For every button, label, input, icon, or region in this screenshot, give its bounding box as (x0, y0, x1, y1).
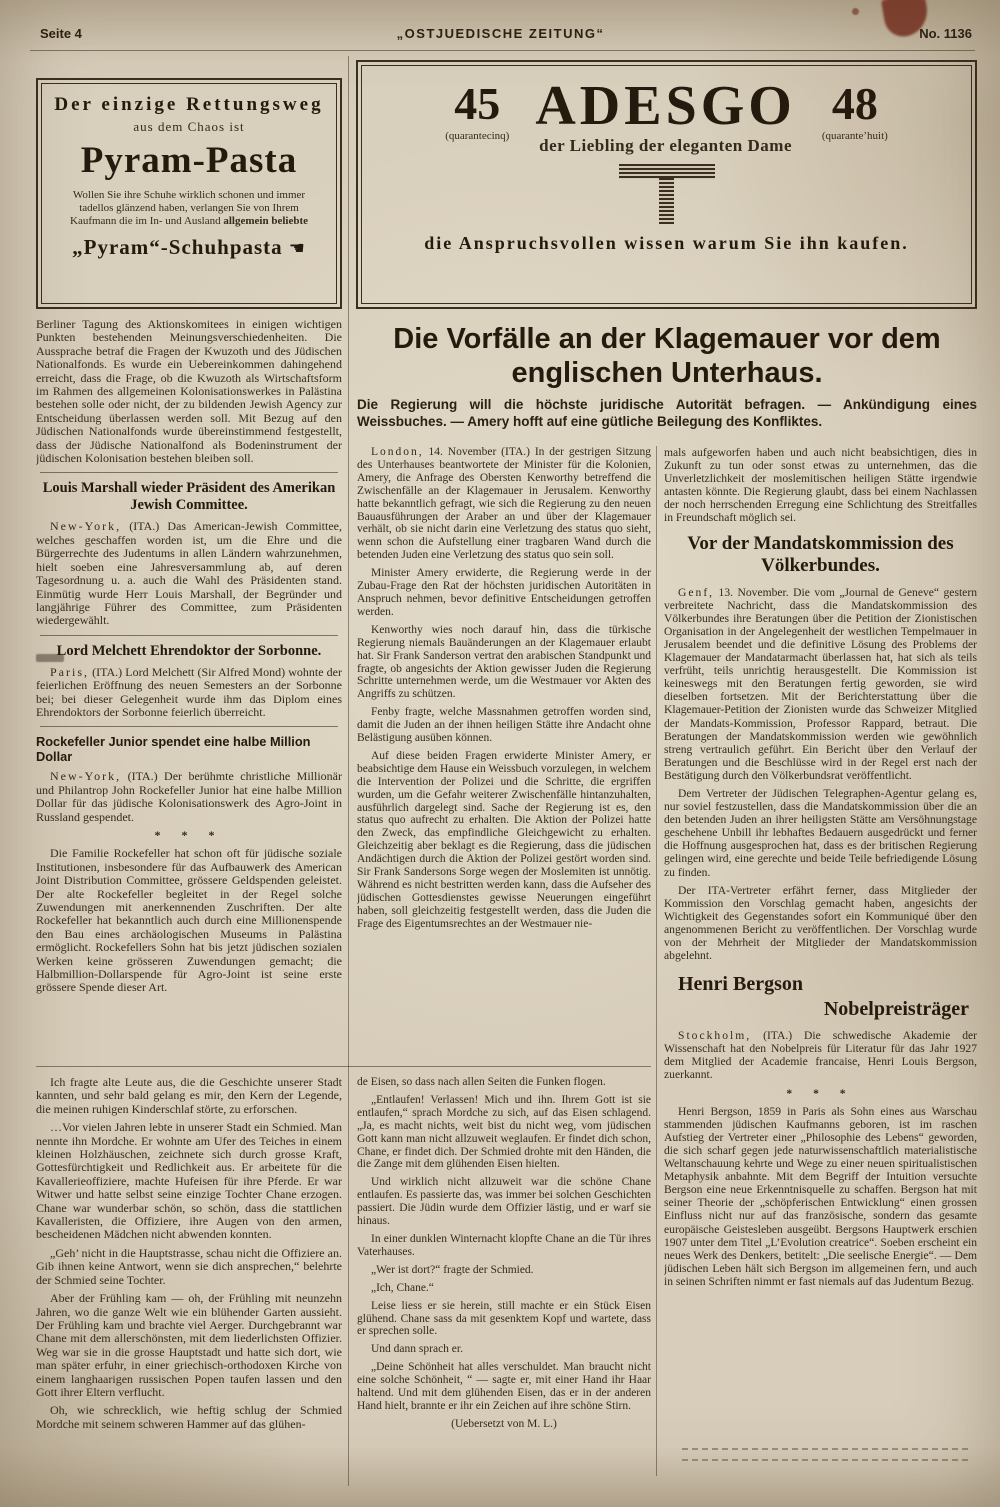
dateline-city: Paris, (50, 664, 89, 679)
story-column-right (357, 1076, 651, 1476)
story-paragraph: Und wirklich nicht allzuweit war die schöne Chane entlaufen. Es passierte das, was immer bei solchen Geschichten passiert. Die Jüdin wurde dem Offizier lästig, und er warf sie hinaus. (357, 1176, 651, 1228)
ad-adesgo-left-stack (445, 80, 509, 142)
adesgo-t-logo-stem (659, 178, 674, 224)
story-paragraph: Aber der Frühling kam — oh, der Frühling mit neunzehn Jahren, wo die ganze Welt wie ein blühender Garten aussieht. Der Frühling kam und brachte viel Aerger. Durchgebrannt war Chane mit dem allerschönsten, mit dem liederlichsten Offizier. Weg war sie in die grosse Hauptstadt und hatte sich dort, wie man später erfuhr, in einer griechisch-orthodoxen Kirche von einem langhaarigen russischen Popen taufen lassen und den Gott ihrer Eltern verflucht. (36, 1291, 342, 1399)
ad-pyram-body (58, 189, 320, 228)
main-subhead: Die Regierung will die höchste juridische Autorität befragen. — Ankündigung eines Weissbuches. — Amery hofft auf eine gütliche Beilegung des Konfliktes. (357, 397, 977, 429)
article-paragraph: Berliner Tagung des Aktionskomitees in einigen wichtigen Punkten bestehenden Meinungsverschiedenheiten. Die Aussprache betraf die Fragen der Kwuzoth und des Jüdischen Nationalfonds. Es wurde ein Uebereinkommen dahingehend erreicht, dass die Frage, ob die Kwuzoth als Wirtschaftsform im Rahmen des allgemeinen Kolonisationswerkes in Palästina bestehen solle oder nicht, der zu bildenden Jewish Agency zur Entscheidung überlassen werden soll. Mit Bezug auf den Jüdischen Nationalfonds wurde übereinstimmend festgestellt, dass der Jüdische Nationalfond als Bodeninstrument der jüdischen Kolonisation bestehen bleiben soll. (36, 318, 342, 466)
article-paragraph-continued: mals aufgeworfen haben und auch nicht beabsichtigen, dies in Zukunft zu tun oder sonst etwas zu unternehmen, das die Unverletzlichkeit der moslemitischen heiligen Stätte irgendwie antasten könnte. Die Regierung glaubt, dass bei einem Nachlassen der noch herrschenden Erregung eine Schlichtung des Streitfalles in Freundschaft möglich sei. (664, 446, 977, 525)
paragraph-text: (ITA.) Der berühmte christliche Millionär und Philantrop John Rockefeller Junior hat eine halbe Million Dollar für das jüdische Kolonisationswerk des Agro-Joint in Russland gespendet. (36, 769, 342, 824)
ad-adesgo-number-left: 45 (454, 78, 501, 129)
pointing-hand-icon: ☚ (288, 238, 306, 259)
article-paragraph: Henri Bergson, 1859 in Paris als Sohn eines aus Warschau stammenden jüdischen Kaufmanns geboren, ist im raschen Aufstieg der Vertreter einer „Philosophie des Lebens“ geworden, die sich scharf gegen jede naturwissenschaftlich materialistische Weltanschauung kehrte und Wege zu einer neuen spiritualistischen Metaphysik anbahnte. Mit dem Begriff der Intuition versuchte Bergson eine neue Erkenntnisquelle zu schaffen. Bergson hat mit seiner Theorie der „schöpferischen Entwicklung“ einen grossen Einfluss nicht nur auf das französische, sondern das gesamte europäische Geistesleben ausgeübt. Bergsons Hauptwerk erschien 1907 unter dem Titel „L’Evolution creatrice“. Soeben erscheint ein neues Werk des Denkers, betitelt: „Die seelische Energie“. — Dem jüdischen Leben hält sich Bergson im allgemeinen fern, und auch in seinen Schriften nimmt er fast niemals auf das Judentum Bezug. (664, 1104, 977, 1288)
article-heading-bergson (664, 972, 977, 1022)
paper-stain-dot (852, 8, 859, 15)
bergson-heading-line1: Henri Bergson (678, 973, 803, 996)
ad-pyram-brand: Pyram-Pasta (80, 140, 298, 181)
dateline-city: Genf, (678, 585, 715, 599)
story-section-rule (36, 1066, 651, 1067)
article-paragraph (36, 520, 342, 627)
article-paragraph (664, 1029, 977, 1081)
article-heading-rockefeller: Rockefeller Junior spendet eine halbe Million Dollar (36, 734, 311, 765)
ad-adesgo-right-stack (822, 80, 888, 142)
ad-pyram (36, 78, 342, 309)
story-paragraph: Ich fragte alte Leute aus, die die Geschichte unserer Stadt kannten, und sehr bald gelang es mir, den Kern der Legende, die meinen ruhigen Kinderschlaf störte, zu erforschen. (36, 1076, 342, 1116)
faded-dash-line (682, 1459, 968, 1461)
article-separator (40, 472, 338, 473)
faded-dash-line (682, 1448, 968, 1450)
story-paragraph: „Entlaufen! Verlassen! Mich und ihn. Ihrem Gott ist sie entlaufen,“ sprach Mordche zu sich, auf das Eisen schlagend. „Ja, es macht nichts, weit bist du nicht weg, vom jüdischen Gott kann man nicht allzuweit weglaufen. Er findet dich schon, Chane, er findet dich. Der Schmied drohte mit den Händen, die die Zange mit dem glühenden Eisen hielten. (357, 1093, 651, 1171)
ad-pyram-body-text: Wollen Sie ihre Schuhe wirklich schonen und immer tadellos glänzend haben, verlangen Sie von Ihrem Kaufmann die im In- und Ausland (70, 189, 306, 227)
page-number: Seite 4 (40, 26, 82, 41)
column-left (36, 318, 342, 1062)
ad-adesgo-frame (361, 65, 972, 304)
article-separator (40, 726, 338, 727)
adesgo-t-logo-bar (619, 164, 715, 179)
article-paragraph (664, 586, 977, 782)
bergson-heading-line2: Nobelpreisträger (823, 998, 969, 1021)
article-heading-marshall: Louis Marshall wieder Präsident des Amerikan Jewish Committee. (42, 480, 336, 514)
faded-dash-marks (682, 1448, 968, 1470)
column-right (664, 446, 977, 1492)
dateline-city: Stockholm, (678, 1029, 752, 1043)
ad-adesgo-brand: ADESGO (535, 75, 796, 137)
dateline-city: New-York, (50, 519, 122, 534)
stars-separator: * * * (154, 827, 224, 842)
ad-pyram-subline: aus dem Chaos ist (133, 119, 245, 134)
article-paragraph: Minister Amery erwiderte, die Regierung werde in der Zubau-Frage den Rat der höchsten juridischen Autoritäten in Anspruch nehmen, bevor definitive Entscheidungen getroffen werden. (357, 567, 651, 618)
story-paragraph: „Wer ist dort?“ fragte der Schmied. (371, 1263, 534, 1276)
ad-adesgo-number-right: 48 (831, 78, 878, 129)
story-paragraph: de Eisen, so dass nach allen Seiten die Funken flogen. (357, 1076, 606, 1088)
article-paragraph (36, 666, 342, 720)
masthead: „OSTJUEDISCHE ZEITUNG“ (396, 26, 605, 41)
ad-adesgo-top-row (362, 75, 971, 156)
paragraph-text: (ITA.) Lord Melchett (Sir Alfred Mond) wohnte der feierlichen Eröffnung des neuen Semesters an der Sorbonne bei; bei dieser Gelegenheit wurde ihm das Diplom eines Ehrendoktors der Sorbonne feierlich überreicht. (36, 664, 342, 719)
story-paragraph: „Ich, Chane.“ (371, 1281, 434, 1294)
ad-pyram-headline: Der einzige Rettungsweg (54, 94, 324, 115)
ad-adesgo-bottom-line: die Anspruchsvollen wissen warum Sie ihn kaufen. (424, 233, 909, 253)
article-paragraph: Der ITA-Vertreter erfährt ferner, dass Mitglieder der Kommission den Vorschlag gemacht haben, angesichts der Wichtigkeit des Gegenstandes sofort ein Kommuniqué über den angenommenen Bericht zu veröffentlichen. Der Vorschlag wurde von der Mehrheit der Mitglieder der Mandatskommission abgelehnt. (664, 883, 977, 963)
ad-pyram-frame (41, 83, 337, 304)
story-column-left (36, 1076, 342, 1468)
main-headline-line1: Die Vorfälle an der Klagemauer vor dem (393, 323, 941, 355)
paragraph-text: (ITA.) Die schwedische Akademie der Wissenschaft hat den Nobelpreis für Literatur für das Jahr 1927 dem Mitglied der Academie francaise, Henri Louis Bergson, zuerkannt. (664, 1029, 977, 1082)
ad-pyram-body-bold: allgemein beliebte (223, 215, 308, 227)
main-headline (357, 322, 977, 390)
main-article-head (357, 322, 977, 430)
dateline-city: London, (371, 446, 424, 458)
ad-adesgo-sub-left: (quarantecinq) (445, 130, 510, 142)
ad-adesgo-sub-right: (quarante’huit) (821, 130, 888, 142)
article-separator (40, 635, 338, 636)
column-divider-right (656, 446, 657, 1476)
article-paragraph: Auf diese beiden Fragen erwiderte Minister Amery, er beabsichtige dem Hause ein Weissbuch vorzulegen, in welchem die Intervention der Polizei und die Schritte, die ergriffen wurden, um die Gefahr weiterer Zwischenfälle hintanzuhalten, ausführlich dargelegt sind. Sache der Regierung ist es, den status quo aufrecht zu erhalten. Die Aktion der Polizei hatte den Zweck, das empfindliche Gleichgewicht zu erhalten. Gleichzeitig aber beklagt es die Regierung, dass die jüdischen Andächtigen durch die Aktion der Polizei gestört worden sind. Sir Frank Sandersons Sorge wegen der Moslemiten ist unnötig. Während es nicht bestritten werden kann, dass die Aufseher des jüdischen Gottesdienstes gewisse Neuerungen eingeführt haben, soll gleichzeitig festgestellt werden, dass die Juden die Frage des Eigentumsrechtes an der Westmauer nie- (357, 749, 651, 930)
paragraph-text: 13. November. Die vom „Journal de Geneve“ gestern verbreitete Nachricht, dass die Mandatskommission des Völkerbundes ihre Beratungen über die Petition der Zionistischen Organisation in der Angelegenheit der westlichen Tempelmauer in Jerusalem beendet und die definitive Lösung des Problems der Klagemauer der Mandatarmacht überlassen hat, hat sich als teils verfrüht, teils unrichtig herausgestellt. Die Kommission ist keineswegs mit den Beratungen fertig geworden, sie wird dieselben fortsetzen. Mit der Berichterstattung über die Klagemauer-Petition der Zionisten wurde das Schweizer Mitglied der Mandats-Kommission, Professor Rappard, betraut. Die Beratungen der Mandatskommission werden wie gewöhnlich streng vertraulich geführt. Ein Bericht über den Verlauf der Beratungen und die Beschlüsse wird in der Regel erst nach der Bestätigung durch den Völkerbundsrat veröffentlicht. (664, 585, 977, 782)
ad-adesgo-center-stack (535, 75, 796, 156)
column-divider-left (348, 56, 349, 1486)
article-paragraph: Kenworthy wies noch darauf hin, dass die türkische Regierung niemals Bauänderungen an der Klagemauer erlaubt hat. Sir Frank Sanderson vertrat den arabischen Standpunkt und fragte, ob angesichts der Aktion gewisser Juden die Regierung Schritte unternehmen werde, um die Westmauer vor Akten des Angriffs zu schützen. (357, 623, 651, 701)
article-paragraph: Dem Vertreter der Jüdischen Telegraphen-Agentur gelang es, nur soviel festzustellen, dass die Mandatskommission über die an den betenden Juden an ihrer heiligsten Stätte am Versöhnungstage geschehene Unbill ihr lebhaftes Bedauern ausgedrückt und ferner die Hoffnung ausgesprochen hat, dass es der britischen Regierung gelingen wird, eine gerechte und beide Teile befriedigende Lösung zu finden. (664, 786, 977, 879)
story-paragraph: In einer dunklen Winternacht klopfte Chane an die Tür ihres Vaterhauses. (357, 1232, 651, 1258)
article-paragraph (357, 446, 651, 562)
ad-pyram-product-text: „Pyram“-Schuhpasta (72, 235, 283, 259)
adesgo-t-logo-icon (619, 164, 715, 224)
story-paragraph: „Deine Schönheit hat alles verschuldet. Man braucht nicht eine solche Schönheit, “ — sagte er, mit einer Hand ihr Haar haltend. Und mit dem glühenden Eisen, das er in der anderen Hand hielt, brannte er ihr ein Zeichen auf ihre schöne Stirn. (357, 1361, 651, 1412)
story-paragraph: „Geh’ nicht in die Hauptstrasse, schau nicht die Offiziere an. Gib ihnen keine Antwort, wenn sie dich ansprechen,“ belehrte der Schmied seine Tochter. (36, 1245, 342, 1287)
page-header (40, 26, 972, 41)
ad-adesgo-tagline: der Liebling der eleganten Dame (539, 136, 792, 155)
paragraph-text: (ITA.) Das American-Jewish Committee, welches geschaffen worden ist, um die Ehre und die Bürgerrechte des Judentums in allen Ländern wahrzunehmen, hielt soeben eine Jahresversammlung ab, auf deren Tagesordnung u. a. auch die Wahl des Präsidenten stand. Einmütig wurde Herr Louis Marshall, der Begründer und langjährige Führer des Committee, zum Präsidenten wiedergewählt. (36, 519, 342, 628)
paragraph-text: 14. November (ITA.) In der gestrigen Sitzung des Unterhauses beantwortete der Minister für die Kolonien, Amery, die Anfrage des Obersten Kenworthy betreffend die Zwischenfälle an der Klagemauer in Jerusalem. Kenworthy hatte bekanntlich gefragt, wie sich die Regierung zu den neuen Bauausführungen der Araber an und über der Klagemauer verhält, ob sie nicht darin eine Verletzung des status quo sieht, wenn schon die Aufstellung einer tragbaren Wand durch die betenden Juden eine Verletzung des status quo sein soll. (357, 446, 651, 562)
issue-number: No. 1136 (919, 26, 972, 41)
article-heading-melchett: Lord Melchett Ehrendoktor der Sorbonne. (56, 642, 322, 659)
story-paragraph: Oh, wie schrecklich, wie heftig schlug der Schmied Mordche mit seinem schweren Hammer auf das glühen- (36, 1403, 342, 1431)
column-middle (357, 446, 651, 1062)
ad-pyram-product (42, 235, 336, 260)
main-headline-line2: englischen Unterhaus. (511, 357, 823, 389)
article-paragraph: Die Familie Rockefeller hat schon oft für jüdische soziale Institutionen, insbesondere für das Aufbauwerk des American Joint Distribution Committee, grössere Geldspenden geleistet. Der alte Rockefeller begleitet in der Regel solche Zuwendungen mit anerkennenden Zuschriften. Der alte Rockefeller hat bekanntlich auch durch eine Millionenspende den Bau eines archäologischen Museums in Palästina ermöglicht. Rockefellers Sohn hat bis jetzt jüdischen sozialen Werken keine grösseren Zuwendungen gemacht; die Halbmillion-Dollarspende für Agro-Joint ist seine erste grössere Spende dieser Art. (36, 846, 342, 995)
article-paragraph (36, 770, 342, 824)
header-rule (30, 50, 975, 51)
story-paragraph: …Vor vielen Jahren lebte in unserer Stadt ein Schmied. Man nennte ihn Mordche. Er wohnte am Ufer des Teiches in einem kleinen Holzhäuschen, zeichnete sich durch grosse Kraft, Gottesfürchtigkeit und Redlichkeit aus. Er arbeitete für die Kavallerieoffiziere, machte Hufeisen für ihre Pferde. Er war Witwer und hatte selbst seine einzige Tochter Chane erzogen. Chane war wunderbar schön, so schön, dass die stattlichen Kavalleristen, die Offiziere, ihre Augen von den armen, bescheidenen Mädchen nicht abwenden konnten. (36, 1120, 342, 1242)
story-paragraph: Leise liess er sie herein, still machte er ein Stück Eisen glühend. Chane sass da mit gesenktem Kopf und wartete, dass er sprechen solle. (357, 1299, 651, 1338)
story-paragraph: Und dann sprach er. (371, 1343, 463, 1356)
story-credit: (Uebersetzt von M. L.) (451, 1417, 557, 1430)
article-heading-mandate: Vor der Mandatskommission des Völkerbundes. (687, 532, 954, 576)
ad-adesgo (356, 60, 977, 309)
article-paragraph: Fenby fragte, welche Massnahmen getroffen worden sind, damit die Juden an der ihnen heiligen Stätte ihre Andacht ohne Belästigung ausüben können. (357, 706, 651, 745)
stars-separator: * * * (786, 1086, 855, 1100)
dateline-city: New-York, (50, 769, 122, 784)
